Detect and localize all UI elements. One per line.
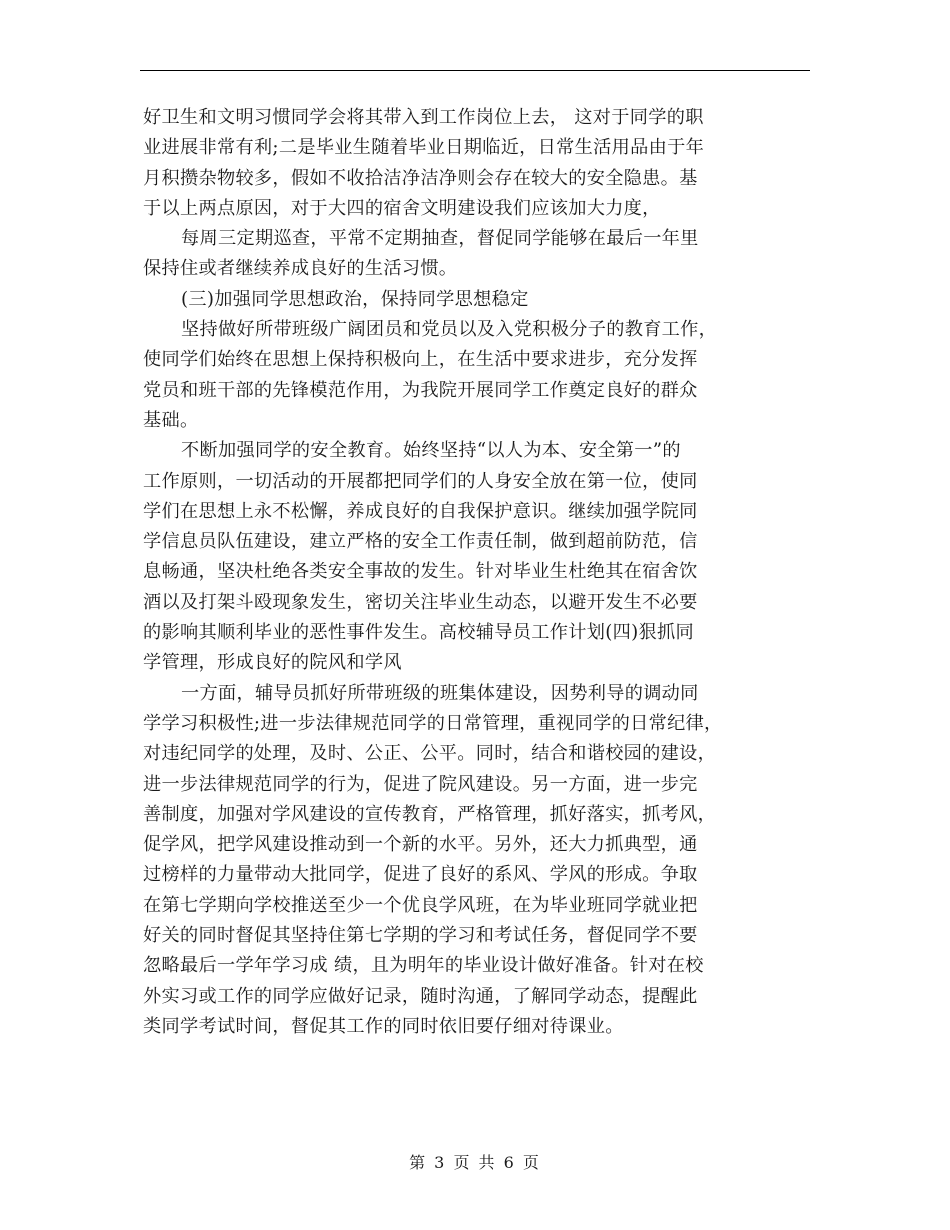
text-line: 党员和班干部的先锋模范作用，为我院开展同学工作奠定良好的群众: [143, 379, 698, 401]
paragraph: [143, 103, 815, 224]
text-line: 息畅通，坚决杜绝各类安全事故的发生。针对毕业生杜绝其在宿舍饮: [143, 561, 698, 583]
text-line: 工作原则，一切活动的开展都把同学们的人身安全放在第一位，使同: [143, 470, 698, 492]
text-line: 每周三定期巡查，平常不定期抽查，督促同学能够在最后一年里: [181, 228, 699, 250]
text-line: 进一步法律规范同学的行为，促进了院风建设。另一方面，进一步完: [143, 773, 698, 795]
text-line: 的影响其顺利毕业的恶性事件发生。高校辅导员工作计划(四)狠抓同: [143, 622, 694, 644]
text-line: 学学习积极性;进一步法律规范同学的日常管理，重视同学的日常纪律，: [143, 712, 723, 734]
paragraph: [143, 224, 815, 285]
text-line: (三)加强同学思想政治，保持同学思想稳定: [181, 288, 529, 310]
text-line: 基础。: [143, 409, 199, 431]
text-line: 促学风，把学风建设推动到一个新的水平。另外，还大力抓典型，通: [143, 834, 698, 856]
body-text: [143, 103, 815, 1042]
paragraph: [143, 679, 815, 1043]
text-line: 外实习或工作的同学应做好记录，随时沟通，了解同学动态，提醒此: [143, 985, 698, 1007]
text-line: 不断加强同学的安全教育。始终坚持“以人为本、安全第一”的: [181, 440, 681, 462]
page-footer: 第 3 页 共 6 页: [409, 1153, 541, 1172]
text-line: 过榜样的力量带动大批同学，促进了良好的系风、学风的形成。争取: [143, 864, 698, 886]
text-line: 一方面，辅导员抓好所带班级的班集体建设，因势利导的调动同: [181, 682, 699, 704]
text-line: 于以上两点原因，对于大四的宿舍文明建设我们应该加大力度，: [143, 197, 661, 219]
text-line: 业进展非常有利;二是毕业生随着毕业日期临近，日常生活用品由于年: [143, 137, 705, 159]
text-line: 保持住或者继续养成良好的生活习惯。: [143, 258, 458, 280]
text-line: 坚持做好所带班级广阔团员和党员以及入党积极分子的教育工作，: [181, 319, 718, 341]
text-line: 对违纪同学的处理，及时、公正、公平。同时，结合和谐校园的建设，: [143, 743, 717, 765]
text-line: 学们在思想上永不松懈，养成良好的自我保护意识。继续加强学院同: [143, 500, 698, 522]
text-line: 酒以及打架斗殴现象发生，密切关注毕业生动态，以避开发生不必要: [143, 591, 698, 613]
text-line: 好关的同时督促其坚持住第七学期的学习和考试任务，督促同学不要: [143, 925, 698, 947]
header-rule: [140, 70, 810, 71]
text-line: 在第七学期向学校推送至少一个优良学风班，在为毕业班同学就业把: [143, 894, 698, 916]
text-line: 忽略最后一学年学习成 绩，且为明年的毕业设计做好准备。针对在校: [143, 955, 704, 977]
text-line: 使同学们始终在思想上保持积极向上，在生活中要求进步，充分发挥: [143, 349, 698, 371]
text-line: 善制度，加强对学风建设的宣传教育，严格管理，抓好落实，抓考风，: [143, 803, 717, 825]
text-line: 学信息员队伍建设，建立严格的安全工作责任制，做到超前防范，信: [143, 531, 698, 553]
text-line: 类同学考试时间，督促其工作的同时依旧要仔细对待课业。: [143, 1015, 624, 1037]
paragraph: [143, 315, 815, 436]
text-line: 月积攒杂物较多，假如不收拾洁净洁净则会存在较大的安全隐患。基: [143, 167, 698, 189]
paragraph: [143, 436, 815, 678]
text-line: 学管理，形成良好的院风和学风: [143, 652, 402, 674]
text-line: 好卫生和文明习惯同学会将其带入到工作岗位上去， 这对于同学的职: [143, 107, 704, 128]
paragraph: [143, 285, 815, 315]
